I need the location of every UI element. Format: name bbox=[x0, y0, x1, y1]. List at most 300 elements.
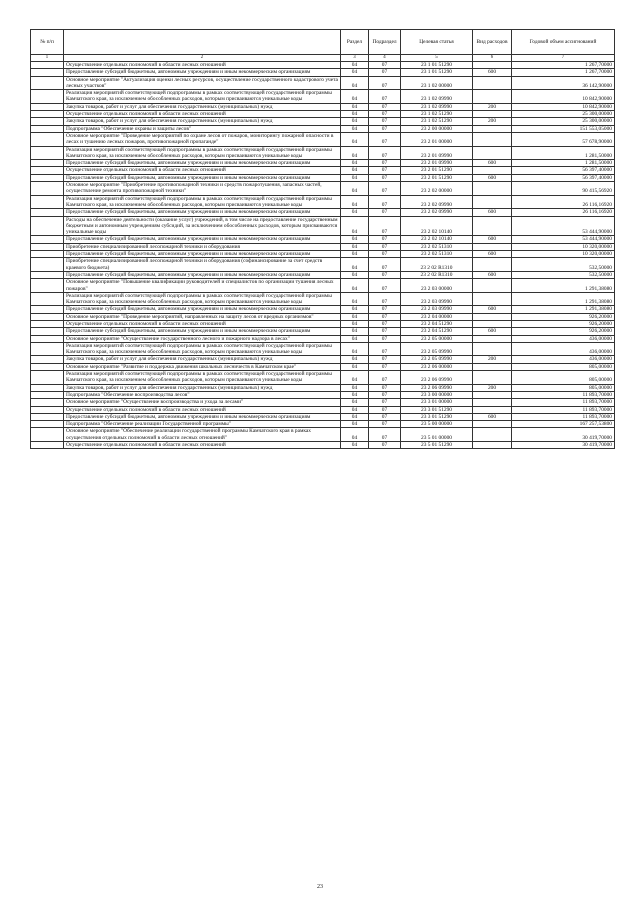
row-expense-type-cell: 600 bbox=[473, 306, 512, 313]
row-number-cell bbox=[31, 132, 64, 146]
row-razdel-cell: 04 bbox=[341, 174, 369, 181]
row-number-cell bbox=[31, 399, 64, 406]
table-row bbox=[31, 391, 615, 398]
row-number-cell bbox=[31, 243, 64, 250]
row-amount-cell: 10 320,00000 bbox=[512, 251, 615, 258]
row-target-article-cell: 23 2 05 00000 bbox=[401, 335, 473, 342]
row-razdel-cell: 04 bbox=[341, 306, 369, 313]
row-podrazdel-cell: 07 bbox=[369, 111, 401, 118]
row-podrazdel-cell: 07 bbox=[369, 271, 401, 278]
row-amount-cell: 25 300,00000 bbox=[512, 118, 615, 125]
table-row bbox=[31, 146, 615, 160]
row-target-article-cell: 23 2 02 09990 bbox=[401, 209, 473, 216]
row-name-cell: Расходы на обеспечение деятельности (оказание услуг) учреждений, в том числе на предоставление государственным бюджетным и автономным учреждениям субсидий, за исключением обособленных расходов, которым присваиваются уникальные коды bbox=[64, 216, 341, 236]
table-row bbox=[31, 243, 615, 250]
row-podrazdel-cell: 07 bbox=[369, 209, 401, 216]
row-expense-type-cell bbox=[473, 391, 512, 398]
row-target-article-cell: 23 2 05 09990 bbox=[401, 356, 473, 363]
row-expense-type-cell: 200 bbox=[473, 384, 512, 391]
table-row bbox=[31, 103, 615, 110]
column-number: 2 bbox=[64, 55, 341, 62]
table-row bbox=[31, 292, 615, 306]
row-expense-type-cell: 200 bbox=[473, 356, 512, 363]
row-razdel-cell: 04 bbox=[341, 371, 369, 385]
row-razdel-cell: 04 bbox=[341, 271, 369, 278]
row-amount-cell: 1 291,38080 bbox=[512, 292, 615, 306]
column-numbers-row bbox=[31, 55, 615, 62]
row-name-cell: Реализация мероприятий соответствующей подпрограммы в рамках соответствующей государственной программы Камчатского края, за исключением обособленных расходов, которым присваиваются уникальные коды bbox=[64, 146, 341, 160]
row-razdel-cell: 04 bbox=[341, 132, 369, 146]
table-row bbox=[31, 182, 615, 196]
row-name-cell: Осуществление отдельных полномочий в области лесных отношений bbox=[64, 62, 341, 69]
table-row bbox=[31, 167, 615, 174]
row-name-cell: Осуществление отдельных полномочий в области лесных отношений bbox=[64, 111, 341, 118]
table-row bbox=[31, 118, 615, 125]
header-target-article: Целевая статья bbox=[401, 30, 473, 55]
row-name-cell: Закупка товаров, работ и услуг для обеспечения государственных (муниципальных) нужд bbox=[64, 356, 341, 363]
row-podrazdel-cell: 07 bbox=[369, 182, 401, 196]
row-name-cell: Предоставление субсидий бюджетным, автономным учреждениям и иным некоммерческим организациям bbox=[64, 306, 341, 313]
budget-table bbox=[30, 29, 615, 449]
document-page bbox=[30, 29, 614, 449]
row-target-article-cell: 23 2 01 00000 bbox=[401, 132, 473, 146]
row-expense-type-cell bbox=[473, 313, 512, 320]
row-target-article-cell: 23 2 01 51290 bbox=[401, 174, 473, 181]
row-number-cell bbox=[31, 292, 64, 306]
table-row bbox=[31, 125, 615, 132]
row-number-cell bbox=[31, 306, 64, 313]
row-amount-cell: 56 397,40000 bbox=[512, 174, 615, 181]
column-number: 3 bbox=[341, 55, 369, 62]
row-amount-cell: 10 842,90000 bbox=[512, 90, 615, 104]
table-row bbox=[31, 271, 615, 278]
row-target-article-cell: 23 2 02 R1310 bbox=[401, 271, 473, 278]
row-target-article-cell: 23 1 02 51290 bbox=[401, 118, 473, 125]
row-number-cell bbox=[31, 62, 64, 69]
row-expense-type-cell bbox=[473, 132, 512, 146]
row-expense-type-cell: 600 bbox=[473, 160, 512, 167]
row-expense-type-cell bbox=[473, 371, 512, 385]
row-amount-cell: 1 267,70000 bbox=[512, 62, 615, 69]
row-target-article-cell: 23 2 02 51310 bbox=[401, 251, 473, 258]
row-target-article-cell: 23 1 02 51290 bbox=[401, 111, 473, 118]
row-amount-cell: 26 116,16920 bbox=[512, 209, 615, 216]
table-row bbox=[31, 111, 615, 118]
row-podrazdel-cell: 07 bbox=[369, 167, 401, 174]
row-name-cell: Основное мероприятие "Развитие и поддержка движения школьных лесничеств в Камчатском крае" bbox=[64, 363, 341, 370]
table-row bbox=[31, 406, 615, 413]
row-podrazdel-cell: 07 bbox=[369, 216, 401, 236]
row-expense-type-cell bbox=[473, 428, 512, 442]
row-podrazdel-cell: 07 bbox=[369, 313, 401, 320]
row-target-article-cell: 23 2 03 09990 bbox=[401, 292, 473, 306]
row-amount-cell: 53 444,90000 bbox=[512, 236, 615, 243]
row-podrazdel-cell: 07 bbox=[369, 103, 401, 110]
row-number-cell bbox=[31, 279, 64, 293]
row-name-cell: Основное мероприятие "Повышение квалификации руководителей и специалистов по организации тушения лесных пожаров" bbox=[64, 279, 341, 293]
row-razdel-cell: 04 bbox=[341, 384, 369, 391]
row-razdel-cell: 04 bbox=[341, 320, 369, 327]
row-amount-cell: 11 893,70000 bbox=[512, 391, 615, 398]
row-name-cell: Предоставление субсидий бюджетным, автономным учреждениям и иным некоммерческим организациям bbox=[64, 209, 341, 216]
row-amount-cell: 805,00000 bbox=[512, 363, 615, 370]
row-number-cell bbox=[31, 76, 64, 90]
row-number-cell bbox=[31, 356, 64, 363]
row-target-article-cell: 23 1 02 00000 bbox=[401, 76, 473, 90]
row-number-cell bbox=[31, 69, 64, 76]
row-razdel-cell: 04 bbox=[341, 182, 369, 196]
row-podrazdel-cell: 07 bbox=[369, 76, 401, 90]
row-amount-cell: 30 419,70000 bbox=[512, 442, 615, 449]
row-expense-type-cell bbox=[473, 342, 512, 356]
row-number-cell bbox=[31, 118, 64, 125]
row-razdel-cell: 04 bbox=[341, 292, 369, 306]
row-podrazdel-cell: 07 bbox=[369, 442, 401, 449]
row-name-cell: Подпрограмма "Обеспечение воспроизводства лесов" bbox=[64, 391, 341, 398]
row-amount-cell: 167 257,53800 bbox=[512, 421, 615, 428]
row-expense-type-cell: 600 bbox=[473, 236, 512, 243]
row-name-cell: Реализация мероприятий соответствующей подпрограммы в рамках соответствующей государственной программы Камчатского края, за исключением обособленных расходов, которым присваиваются уникальные коды bbox=[64, 371, 341, 385]
row-amount-cell: 1 291,38080 bbox=[512, 306, 615, 313]
row-name-cell: Предоставление субсидий бюджетным, автономным учреждениям и иным некоммерческим организациям bbox=[64, 236, 341, 243]
table-row bbox=[31, 306, 615, 313]
row-podrazdel-cell: 07 bbox=[369, 174, 401, 181]
row-number-cell bbox=[31, 160, 64, 167]
row-podrazdel-cell: 07 bbox=[369, 356, 401, 363]
row-name-cell: Осуществление отдельных полномочий в области лесных отношений bbox=[64, 442, 341, 449]
row-podrazdel-cell: 07 bbox=[369, 118, 401, 125]
row-expense-type-cell bbox=[473, 111, 512, 118]
row-amount-cell: 532,50000 bbox=[512, 258, 615, 272]
row-expense-type-cell: 200 bbox=[473, 103, 512, 110]
row-name-cell: Осуществление отдельных полномочий в области лесных отношений bbox=[64, 167, 341, 174]
row-name-cell: Основное мероприятие "Приобретение противопожарной техники и средств пожаротушения, запасных частей, осуществление ремонта противопожарной техники" bbox=[64, 182, 341, 196]
row-podrazdel-cell: 07 bbox=[369, 399, 401, 406]
row-expense-type-cell bbox=[473, 167, 512, 174]
row-razdel-cell: 04 bbox=[341, 413, 369, 420]
row-razdel-cell: 04 bbox=[341, 428, 369, 442]
table-row bbox=[31, 342, 615, 356]
table-row bbox=[31, 90, 615, 104]
row-podrazdel-cell: 07 bbox=[369, 279, 401, 293]
row-number-cell bbox=[31, 90, 64, 104]
row-number-cell bbox=[31, 111, 64, 118]
table-row bbox=[31, 251, 615, 258]
row-amount-cell: 11 893,70000 bbox=[512, 413, 615, 420]
row-amount-cell: 25 300,00000 bbox=[512, 111, 615, 118]
row-number-cell bbox=[31, 209, 64, 216]
table-row bbox=[31, 279, 615, 293]
row-amount-cell: 36 142,90000 bbox=[512, 76, 615, 90]
row-number-cell bbox=[31, 320, 64, 327]
row-expense-type-cell: 600 bbox=[473, 413, 512, 420]
row-amount-cell: 57 678,90000 bbox=[512, 132, 615, 146]
row-razdel-cell: 04 bbox=[341, 342, 369, 356]
row-razdel-cell: 04 bbox=[341, 313, 369, 320]
row-expense-type-cell bbox=[473, 258, 512, 272]
row-number-cell bbox=[31, 384, 64, 391]
row-name-cell: Подпрограмма "Обеспечение охраны и защиты лесов" bbox=[64, 125, 341, 132]
row-target-article-cell: 23 2 01 09990 bbox=[401, 146, 473, 160]
row-target-article-cell: 23 2 06 09990 bbox=[401, 371, 473, 385]
row-target-article-cell: 23 2 01 51290 bbox=[401, 167, 473, 174]
row-name-cell: Реализация мероприятий соответствующей подпрограммы в рамках соответствующей государственной программы Камчатского края, за исключением обособленных расходов, которым присваиваются уникальные коды bbox=[64, 342, 341, 356]
row-podrazdel-cell: 07 bbox=[369, 258, 401, 272]
row-name-cell: Основное мероприятие "Осуществление воспроизводства и ухода за лесами" bbox=[64, 399, 341, 406]
row-amount-cell: 26 116,16920 bbox=[512, 195, 615, 209]
row-podrazdel-cell: 07 bbox=[369, 335, 401, 342]
table-row bbox=[31, 313, 615, 320]
row-podrazdel-cell: 07 bbox=[369, 413, 401, 420]
table-row bbox=[31, 428, 615, 442]
row-number-cell bbox=[31, 442, 64, 449]
table-row bbox=[31, 442, 615, 449]
row-name-cell: Закупка товаров, работ и услуг для обеспечения государственных (муниципальных) нужд bbox=[64, 384, 341, 391]
row-name-cell: Предоставление субсидий бюджетным, автономным учреждениям и иным некоммерческим организациям bbox=[64, 174, 341, 181]
row-amount-cell: 436,00000 bbox=[512, 342, 615, 356]
header-podrazdel: Подраздел bbox=[369, 30, 401, 55]
row-razdel-cell: 04 bbox=[341, 167, 369, 174]
row-name-cell: Предоставление субсидий бюджетным, автономным учреждениям и иным некоммерческим организациям bbox=[64, 328, 341, 335]
row-amount-cell: 10 320,00000 bbox=[512, 243, 615, 250]
row-number-cell bbox=[31, 342, 64, 356]
table-row bbox=[31, 363, 615, 370]
row-number-cell bbox=[31, 363, 64, 370]
row-name-cell: Основное мероприятие "Проведение мероприятий, направленных на защиту лесов от вредных организмов" bbox=[64, 313, 341, 320]
row-target-article-cell: 23 5 01 00000 bbox=[401, 428, 473, 442]
row-target-article-cell: 23 2 06 00000 bbox=[401, 363, 473, 370]
row-podrazdel-cell: 07 bbox=[369, 371, 401, 385]
row-name-cell: Приобретение специализированной лесопожарной техники и оборудования (софинансирование за счет средств краевого бюджета) bbox=[64, 258, 341, 272]
row-name-cell: Основное мероприятие "Проведение мероприятий по охране лесов от пожаров, мониторингу пожарной опасности в лесах и тушению лесных пожаров, противопожарной пропаганде" bbox=[64, 132, 341, 146]
row-razdel-cell: 04 bbox=[341, 103, 369, 110]
row-podrazdel-cell: 07 bbox=[369, 160, 401, 167]
row-target-article-cell: 23 1 01 51290 bbox=[401, 69, 473, 76]
row-amount-cell: 30 419,70000 bbox=[512, 428, 615, 442]
row-number-cell bbox=[31, 216, 64, 236]
table-header-row bbox=[31, 30, 615, 55]
row-name-cell: Предоставление субсидий бюджетным, автономным учреждениям и иным некоммерческим организациям bbox=[64, 160, 341, 167]
row-number-cell bbox=[31, 251, 64, 258]
row-razdel-cell: 04 bbox=[341, 335, 369, 342]
row-amount-cell: 151 553,05000 bbox=[512, 125, 615, 132]
row-expense-type-cell bbox=[473, 76, 512, 90]
row-name-cell: Закупка товаров, работ и услуг для обеспечения государственных (муниципальных) нужд bbox=[64, 118, 341, 125]
row-target-article-cell: 23 3 01 51290 bbox=[401, 406, 473, 413]
row-expense-type-cell bbox=[473, 320, 512, 327]
row-podrazdel-cell: 07 bbox=[369, 384, 401, 391]
row-amount-cell: 1 267,70000 bbox=[512, 69, 615, 76]
row-razdel-cell: 04 bbox=[341, 69, 369, 76]
row-razdel-cell: 04 bbox=[341, 216, 369, 236]
row-expense-type-cell: 600 bbox=[473, 209, 512, 216]
row-name-cell: Осуществление отдельных полномочий в области лесных отношений bbox=[64, 320, 341, 327]
row-razdel-cell: 04 bbox=[341, 118, 369, 125]
row-razdel-cell: 04 bbox=[341, 160, 369, 167]
column-number: 6 bbox=[473, 55, 512, 62]
table-row bbox=[31, 174, 615, 181]
row-podrazdel-cell: 07 bbox=[369, 62, 401, 69]
row-amount-cell: 11 893,70000 bbox=[512, 406, 615, 413]
row-amount-cell: 1 281,50000 bbox=[512, 146, 615, 160]
header-expense-type: Вид расходов bbox=[473, 30, 512, 55]
row-target-article-cell: 23 2 00 00000 bbox=[401, 125, 473, 132]
row-podrazdel-cell: 07 bbox=[369, 292, 401, 306]
row-number-cell bbox=[31, 313, 64, 320]
row-number-cell bbox=[31, 195, 64, 209]
row-podrazdel-cell: 07 bbox=[369, 146, 401, 160]
row-target-article-cell: 23 3 00 00000 bbox=[401, 391, 473, 398]
row-number-cell bbox=[31, 428, 64, 442]
row-target-article-cell: 23 5 01 51290 bbox=[401, 442, 473, 449]
row-expense-type-cell bbox=[473, 279, 512, 293]
row-amount-cell: 56 397,40000 bbox=[512, 167, 615, 174]
row-name-cell: Подпрограмма "Обеспечение реализации Государственной программы" bbox=[64, 421, 341, 428]
row-target-article-cell: 23 2 04 51290 bbox=[401, 320, 473, 327]
row-number-cell bbox=[31, 328, 64, 335]
row-target-article-cell: 23 2 02 10140 bbox=[401, 236, 473, 243]
row-amount-cell: 10 842,90000 bbox=[512, 103, 615, 110]
table-row bbox=[31, 371, 615, 385]
table-row bbox=[31, 356, 615, 363]
row-number-cell bbox=[31, 258, 64, 272]
table-row bbox=[31, 160, 615, 167]
row-number-cell bbox=[31, 182, 64, 196]
row-amount-cell: 805,00000 bbox=[512, 371, 615, 385]
row-razdel-cell: 04 bbox=[341, 391, 369, 398]
row-amount-cell: 90 415,56920 bbox=[512, 182, 615, 196]
table-row bbox=[31, 328, 615, 335]
row-amount-cell: 11 893,70000 bbox=[512, 399, 615, 406]
row-number-cell bbox=[31, 371, 64, 385]
table-row bbox=[31, 335, 615, 342]
row-number-cell bbox=[31, 125, 64, 132]
row-amount-cell: 532,50000 bbox=[512, 271, 615, 278]
row-podrazdel-cell: 07 bbox=[369, 428, 401, 442]
row-razdel-cell: 04 bbox=[341, 406, 369, 413]
row-target-article-cell: 23 1 02 09990 bbox=[401, 90, 473, 104]
row-razdel-cell: 04 bbox=[341, 146, 369, 160]
table-body bbox=[31, 62, 615, 449]
row-expense-type-cell bbox=[473, 421, 512, 428]
row-razdel-cell: 04 bbox=[341, 399, 369, 406]
row-expense-type-cell bbox=[473, 90, 512, 104]
row-amount-cell: 1 291,38080 bbox=[512, 279, 615, 293]
row-name-cell: Предоставление субсидий бюджетным, автономным учреждениям и иным некоммерческим организациям bbox=[64, 271, 341, 278]
row-name-cell: Реализация мероприятий соответствующей подпрограммы в рамках соответствующей государственной программы Камчатского края, за исключением обособленных расходов, которым присваиваются уникальные коды bbox=[64, 195, 341, 209]
row-amount-cell: 926,20000 bbox=[512, 313, 615, 320]
row-name-cell: Основное мероприятие "Актуализация оценки лесных ресурсов, осуществление государственного кадастрового учета лесных участков" bbox=[64, 76, 341, 90]
column-number: 4 bbox=[369, 55, 401, 62]
row-podrazdel-cell: 07 bbox=[369, 236, 401, 243]
row-podrazdel-cell: 07 bbox=[369, 342, 401, 356]
column-number: 1 bbox=[31, 55, 64, 62]
row-amount-cell: 926,20000 bbox=[512, 320, 615, 327]
row-razdel-cell: 04 bbox=[341, 328, 369, 335]
row-expense-type-cell bbox=[473, 363, 512, 370]
table-row bbox=[31, 62, 615, 69]
row-razdel-cell: 04 bbox=[341, 258, 369, 272]
header-annual-amount: Годовой объем ассигнований bbox=[512, 30, 615, 55]
row-target-article-cell: 23 3 01 00000 bbox=[401, 399, 473, 406]
row-name-cell: Предоставление субсидий бюджетным, автономным учреждениям и иным некоммерческим организациям bbox=[64, 251, 341, 258]
row-podrazdel-cell: 07 bbox=[369, 328, 401, 335]
table-row bbox=[31, 236, 615, 243]
row-name-cell: Предоставление субсидий бюджетным, автономным учреждениям и иным некоммерческим организациям bbox=[64, 413, 341, 420]
row-target-article-cell: 23 2 01 09990 bbox=[401, 160, 473, 167]
row-number-cell bbox=[31, 421, 64, 428]
table-row bbox=[31, 320, 615, 327]
table-row bbox=[31, 413, 615, 420]
row-amount-cell: 436,00000 bbox=[512, 356, 615, 363]
table-row bbox=[31, 195, 615, 209]
row-expense-type-cell bbox=[473, 406, 512, 413]
row-podrazdel-cell: 07 bbox=[369, 306, 401, 313]
row-name-cell: Реализация мероприятий соответствующей подпрограммы в рамках соответствующей государственной программы Камчатского края, за исключением обособленных расходов, которым присваиваются уникальные коды bbox=[64, 292, 341, 306]
row-expense-type-cell bbox=[473, 442, 512, 449]
row-podrazdel-cell: 07 bbox=[369, 90, 401, 104]
row-target-article-cell: 23 1 01 51290 bbox=[401, 62, 473, 69]
row-target-article-cell: 23 5 00 00000 bbox=[401, 421, 473, 428]
row-amount-cell: 436,00000 bbox=[512, 335, 615, 342]
row-podrazdel-cell: 07 bbox=[369, 243, 401, 250]
row-expense-type-cell: 600 bbox=[473, 328, 512, 335]
row-target-article-cell: 23 2 05 09990 bbox=[401, 342, 473, 356]
table-row bbox=[31, 209, 615, 216]
row-expense-type-cell: 600 bbox=[473, 251, 512, 258]
row-target-article-cell: 23 2 03 09990 bbox=[401, 306, 473, 313]
row-target-article-cell: 23 2 06 09990 bbox=[401, 384, 473, 391]
row-number-cell bbox=[31, 103, 64, 110]
row-name-cell: Основное мероприятие "Обеспечение реализации государственной программы Камчатского края в рамках осуществления отдельных полномочий в области лесных отношений" bbox=[64, 428, 341, 442]
table-row bbox=[31, 69, 615, 76]
table-row bbox=[31, 216, 615, 236]
row-razdel-cell: 04 bbox=[341, 251, 369, 258]
row-razdel-cell: 04 bbox=[341, 209, 369, 216]
page-number: 23 bbox=[317, 884, 323, 890]
row-target-article-cell: 23 2 02 09990 bbox=[401, 195, 473, 209]
row-amount-cell: 805,00000 bbox=[512, 384, 615, 391]
row-podrazdel-cell: 07 bbox=[369, 421, 401, 428]
row-expense-type-cell bbox=[473, 146, 512, 160]
row-amount-cell: 926,20000 bbox=[512, 328, 615, 335]
row-expense-type-cell: 200 bbox=[473, 118, 512, 125]
row-expense-type-cell bbox=[473, 125, 512, 132]
row-razdel-cell: 04 bbox=[341, 363, 369, 370]
row-number-cell bbox=[31, 391, 64, 398]
row-target-article-cell: 23 2 02 00000 bbox=[401, 182, 473, 196]
row-razdel-cell: 04 bbox=[341, 195, 369, 209]
header-razdel: Раздел bbox=[341, 30, 369, 55]
row-expense-type-cell bbox=[473, 62, 512, 69]
row-target-article-cell: 23 2 02 10140 bbox=[401, 216, 473, 236]
row-razdel-cell: 04 bbox=[341, 90, 369, 104]
row-amount-cell: 53 444,90000 bbox=[512, 216, 615, 236]
row-name-cell: Приобретение специализированной лесопожарной техники и оборудования bbox=[64, 243, 341, 250]
row-name-cell: Основное мероприятие "Осуществление государственного лесного и пожарного надзора в лесах" bbox=[64, 335, 341, 342]
row-podrazdel-cell: 07 bbox=[369, 320, 401, 327]
row-razdel-cell: 04 bbox=[341, 76, 369, 90]
row-razdel-cell: 04 bbox=[341, 442, 369, 449]
row-podrazdel-cell: 07 bbox=[369, 406, 401, 413]
row-name-cell: Предоставление субсидий бюджетным, автономным учреждениям и иным некоммерческим организациям bbox=[64, 69, 341, 76]
row-razdel-cell: 04 bbox=[341, 421, 369, 428]
table-row bbox=[31, 421, 615, 428]
row-podrazdel-cell: 07 bbox=[369, 195, 401, 209]
table-row bbox=[31, 384, 615, 391]
row-number-cell bbox=[31, 335, 64, 342]
row-expense-type-cell: 600 bbox=[473, 69, 512, 76]
